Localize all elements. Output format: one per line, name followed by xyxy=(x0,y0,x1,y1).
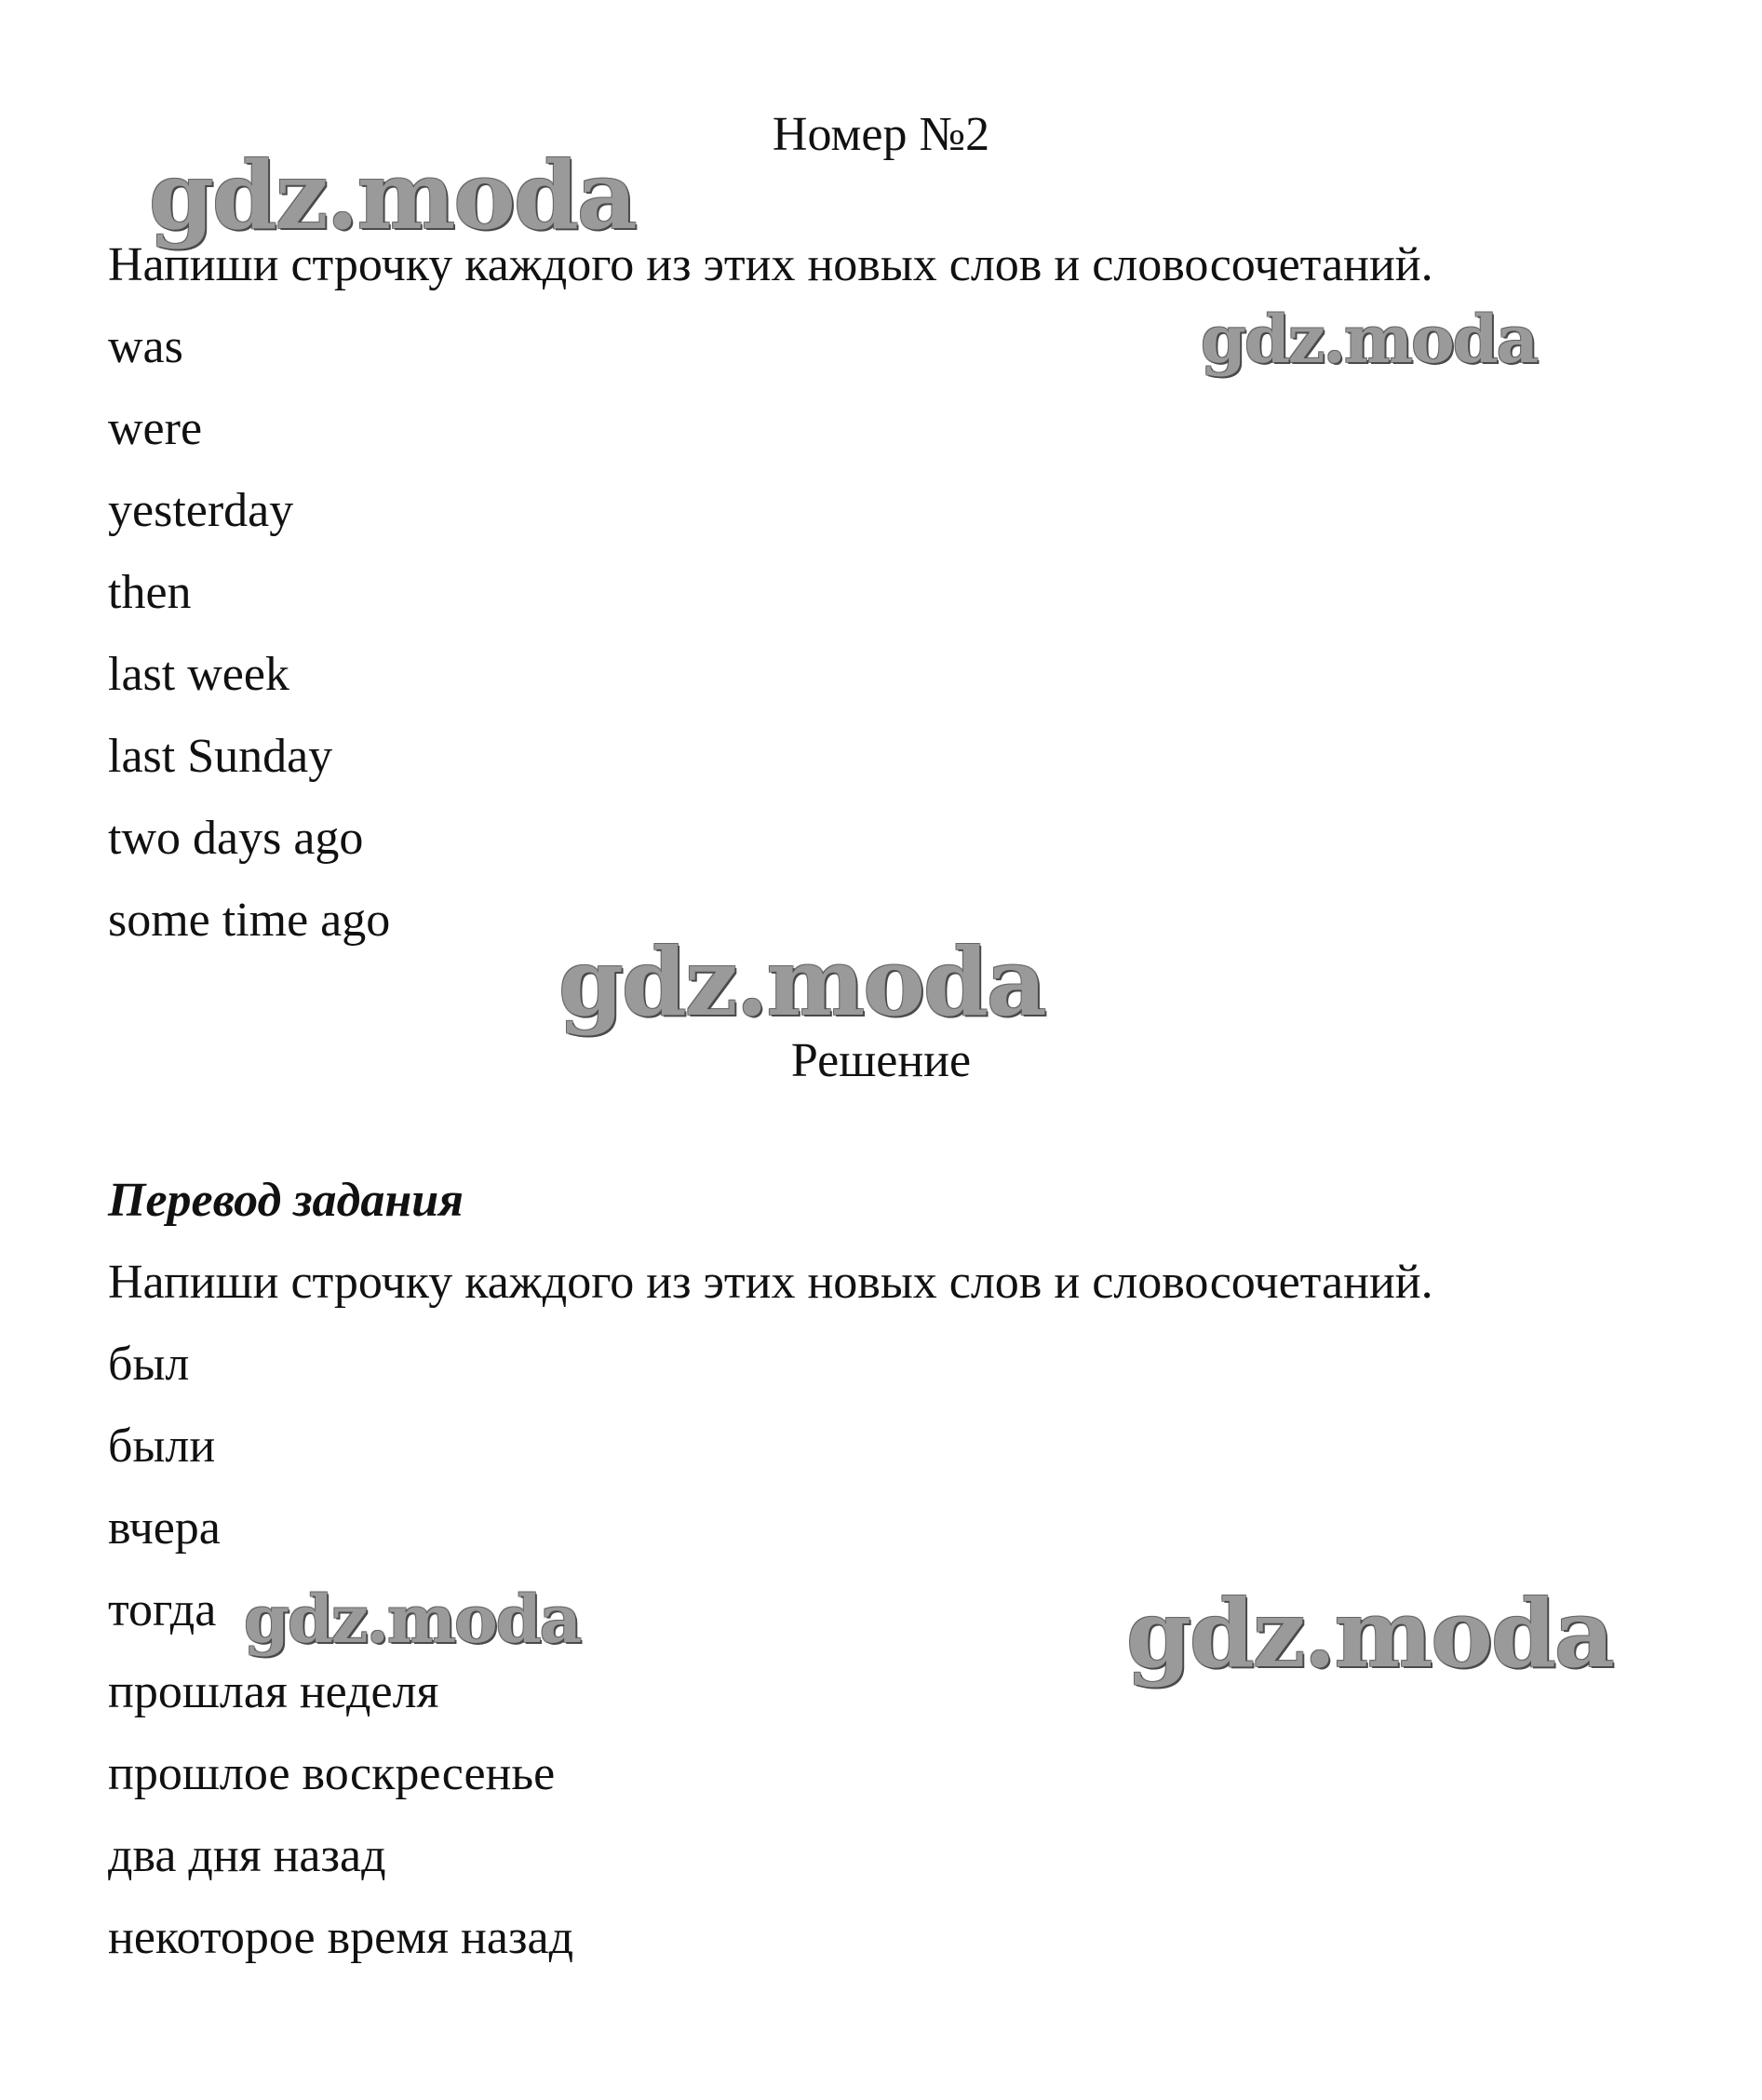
task-word-7: two days ago xyxy=(108,812,364,865)
watermark-logo: gdz.moda xyxy=(149,141,636,250)
solution-word-4: тогда xyxy=(108,1583,217,1636)
task-word-4: then xyxy=(108,566,192,619)
solution-title: Решение xyxy=(790,1034,972,1087)
solution-word-8: некоторое время назад xyxy=(108,1911,574,1964)
solution-word-5: прошлая неделя xyxy=(108,1665,439,1718)
task-word-3: yesterday xyxy=(108,484,294,537)
task-word-2: were xyxy=(108,402,203,455)
solution-heading: Перевод задания xyxy=(108,1174,464,1227)
task-word-6: last Sunday xyxy=(108,730,333,783)
watermark-logo: gdz.moda xyxy=(244,1581,581,1658)
task-word-8: some time ago xyxy=(108,894,391,947)
solution-word-7: два дня назад xyxy=(108,1829,386,1882)
task-word-5: last week xyxy=(108,648,289,701)
solution-word-1: был xyxy=(108,1338,190,1391)
watermark-logo: gdz.moda xyxy=(1201,301,1538,378)
solution-instruction: Напиши строчку каждого из этих новых слов и словосочетаний. xyxy=(108,1256,1433,1309)
watermark-logo: gdz.moda xyxy=(558,927,1045,1037)
solution-word-3: вчера xyxy=(108,1501,221,1555)
task-word-1: was xyxy=(108,320,183,373)
watermark-logo: gdz.moda xyxy=(1126,1579,1613,1689)
solution-word-6: прошлое воскресенье xyxy=(108,1747,556,1800)
task-instruction: Напиши строчку каждого из этих новых слов и словосочетаний. xyxy=(108,238,1433,291)
task-title: Номер №2 xyxy=(772,108,990,161)
solution-word-2: были xyxy=(108,1420,216,1473)
